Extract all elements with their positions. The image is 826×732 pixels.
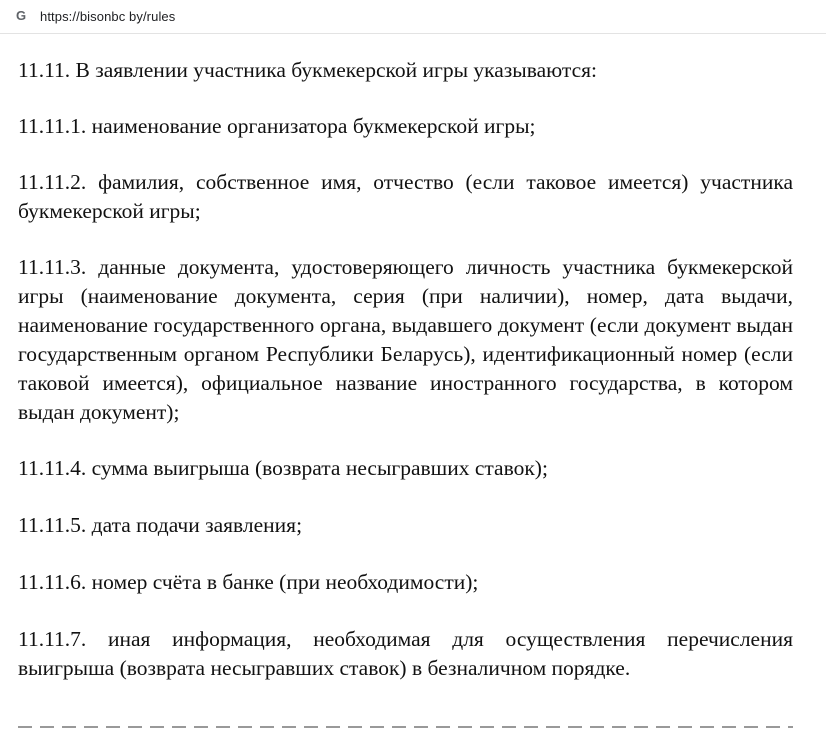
rule-11-11-4: 11.11.4. сумма выигрыша (возврата несыгравших ставок); [18, 456, 548, 480]
rule-11-11-7: 11.11.7. иная информация, необходимая для осуществления перечисления выигрыша (возврата несыгравших ставок) в безналичном порядке. [18, 627, 793, 680]
rule-11-11-6: 11.11.6. номер счёта в банке (при необходимости); [18, 570, 479, 594]
google-g-icon [16, 9, 28, 25]
rule-11-11-1: 11.11.1. наименование организатора букмекерской игры; [18, 114, 536, 138]
rule-11-11-2: 11.11.2. фамилия, собственное имя, отчество (если таковое имеется) участника букмекерской игры; [18, 170, 793, 223]
url-text[interactable]: https://bisonbc by/rules [40, 9, 176, 24]
rules-content [18, 56, 793, 710]
address-bar[interactable] [0, 0, 826, 34]
rule-11-11-5: 11.11.5. дата подачи заявления; [18, 513, 303, 537]
rule-11-11-3: 11.11.3. данные документа, удостоверяющего личность участника букмекерской игры (наименование документа, серия (при наличии), номер, дата выдачи, наименование государственного органа, выдавшего документ (если документ выдан государственным органом Республики Беларусь), идентификационный номер (если таковой имеется), официальное название иностранного государства, в котором выдан документ); [18, 255, 793, 424]
rule-11-11: 11.11. В заявлении участника букмекерской игры указываются: [18, 58, 597, 82]
svg-text:G: G [16, 8, 27, 22]
clipped-next-line [18, 722, 793, 732]
